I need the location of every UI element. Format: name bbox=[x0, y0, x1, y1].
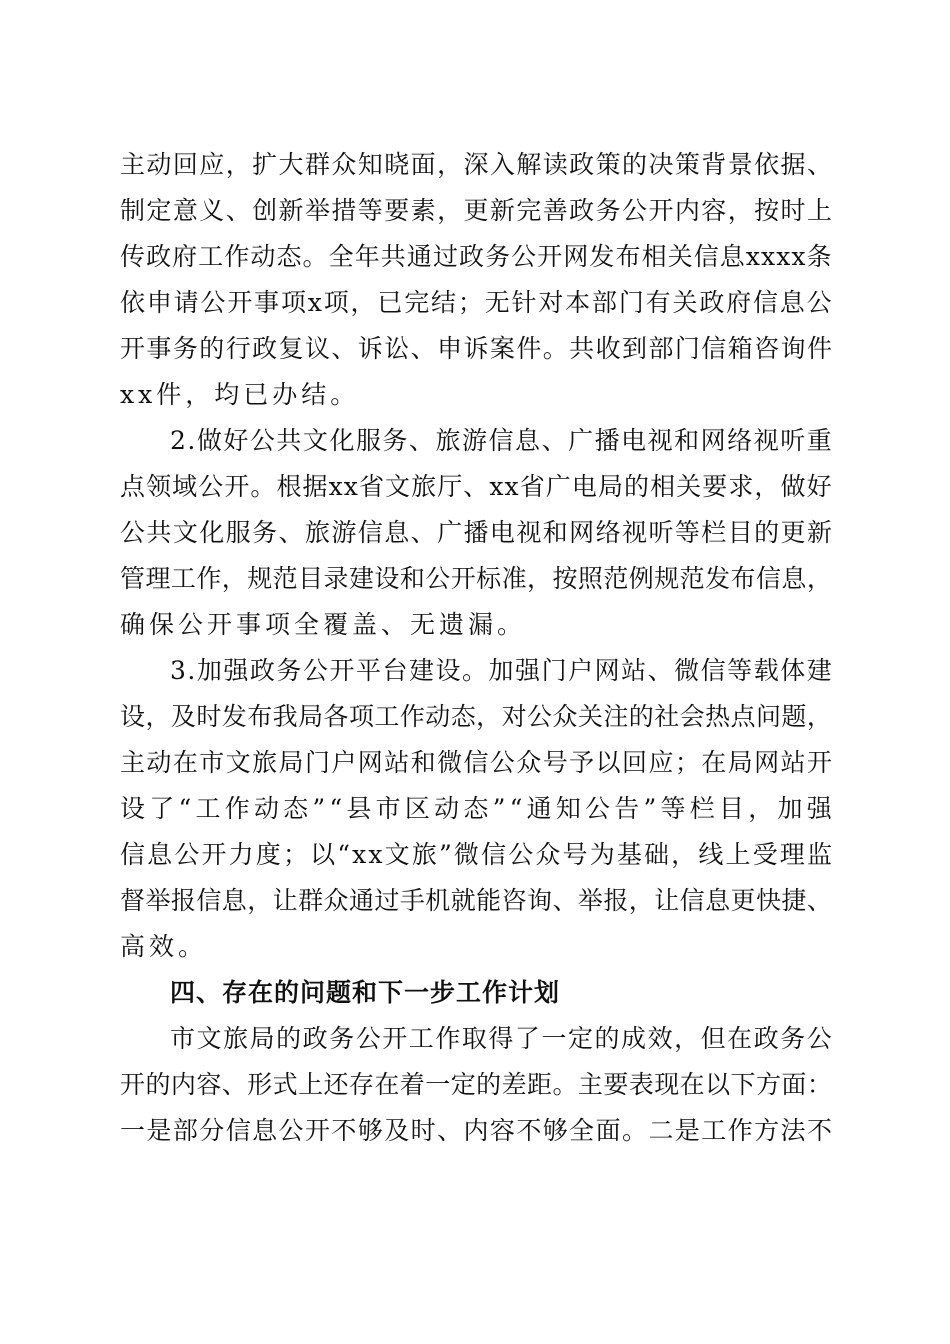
text-line: 3 . 加 强 政 务 公 开 平 台 建 设 。 加 强 门 户 网 站 、 微 信 等 载 体 建 bbox=[170, 656, 832, 685]
text-line: 信 息 公 开 力 度 ； 以 “ x x 文 旅 ” 微 信 公 众 号 为 基 础 ， 线 上 受 理 监 bbox=[120, 840, 832, 869]
text-line: 主 动 回 应 ， 扩 大 群 众 知 晓 面 ， 深 入 解 读 政 策 的 决 策 背 景 依 据 、 bbox=[120, 150, 832, 179]
text-line: 设 了 “ 工 作 动 态 ” “ 县 市 区 动 态 ” “ 通 知 公 告 ” 等 栏 目 ， 加 强 bbox=[120, 794, 832, 823]
text-line: 2 . 做 好 公 共 文 化 服 务 、 旅 游 信 息 、 广 播 电 视 和 网 络 视 听 重 bbox=[170, 426, 832, 455]
text-line: 依 申 请 公 开 事 项 x 项 ， 已 完 结 ； 无 针 对 本 部 门 有 关 政 府 信 息 公 bbox=[120, 288, 832, 317]
text-line: 设 ， 及 时 发 布 我 局 各 项 工 作 动 态 ， 对 公 众 关 注 的 社 会 热 点 问 题 ， bbox=[120, 702, 832, 731]
text-line: xx件，均已办结。 bbox=[120, 380, 360, 409]
text-line: 督 举 报 信 息 ， 让 群 众 通 过 手 机 就 能 咨 询 、 举 报 ， 让 信 息 更 快 捷 、 bbox=[120, 886, 832, 915]
text-line: 制 定 意 义 、 创 新 举 措 等 要 素 ， 更 新 完 善 政 务 公 开 内 容 ， 按 时 上 bbox=[120, 196, 832, 225]
text-line: 管 理 工 作 ， 规 范 目 录 建 设 和 公 开 标 准 ， 按 照 范 例 规 范 发 布 信 息 ， bbox=[120, 564, 832, 593]
text-line: 主 动 在 市 文 旅 局 门 户 网 站 和 微 信 公 众 号 予 以 回 应 ； 在 局 网 站 开 bbox=[120, 748, 832, 777]
section-heading: 四、存在的问题和下一步工作计划 bbox=[170, 978, 561, 1007]
paragraph-item-2 bbox=[120, 418, 832, 648]
paragraph-problems bbox=[120, 1016, 832, 1154]
text-line: 一 是 部 分 信 息 公 开 不 够 及 时 、 内 容 不 够 全 面 。 二 是 工 作 方 法 不 bbox=[120, 1116, 832, 1145]
text-line: 传 政 府 工 作 动 态 。 全 年 共 通 过 政 务 公 开 网 发 布 相 关 信 息 x x x x 条 bbox=[120, 242, 832, 271]
paragraph-disclosure-summary bbox=[120, 142, 832, 418]
text-line: 市 文 旅 局 的 政 务 公 开 工 作 取 得 了 一 定 的 成 效 ， 但 在 政 务 公 bbox=[170, 1024, 832, 1053]
text-line: 开 事 务 的 行 政 复 议 、 诉 讼 、 申 诉 案 件 。 共 收 到 部 门 信 箱 咨 询 件 bbox=[120, 334, 832, 363]
document-body bbox=[120, 142, 832, 1154]
text-line: 点 领 域 公 开 。 根 据 x x 省 文 旅 厅 、 x x 省 广 电 局 的 相 关 要 求 ， 做 好 bbox=[120, 472, 832, 501]
text-line: 开 的 内 容 、 形 式 上 还 存 在 着 一 定 的 差 距 。 主 要 表 现 在 以 下 方 面 ： bbox=[120, 1070, 832, 1099]
paragraph-item-3 bbox=[120, 648, 832, 970]
text-line: 高效。 bbox=[120, 932, 208, 961]
text-line: 公 共 文 化 服 务 、 旅 游 信 息 、 广 播 电 视 和 网 络 视 听 等 栏 目 的 更 新 bbox=[120, 518, 832, 547]
text-line: 确保公开事项全覆盖、无遗漏。 bbox=[120, 610, 527, 639]
